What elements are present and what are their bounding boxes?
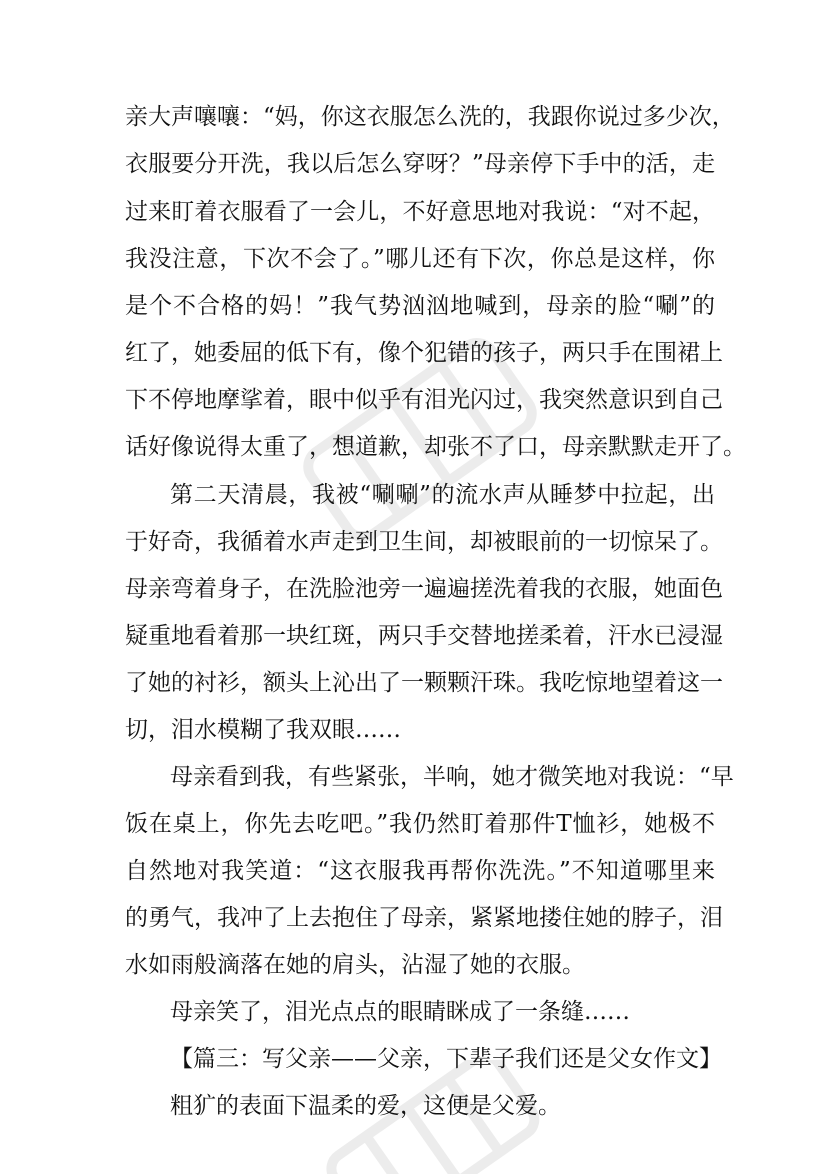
- text-line: 于好奇，我循着水声走到卫生间，却被眼前的一切惊呆了。: [125, 529, 723, 555]
- text-line: 水如雨般滴落在她的肩头，沾湿了她的衣服。: [125, 952, 585, 978]
- paragraph-first-line: 母亲笑了，泪光点点的眼睛眯成了一条缝……: [170, 999, 630, 1025]
- text-line: 切，泪水模糊了我双眼……: [125, 717, 401, 743]
- text-line: 红了，她委屈的低下有，像个犯错的孩子，两只手在围裙上: [125, 340, 723, 366]
- text-line: 我没注意，下次不会了。”哪儿还有下次，你总是这样，你: [125, 246, 715, 272]
- text-line: 母亲弯着身子，在洗脸池旁一遍遍搓洗着我的衣服，她面色: [125, 576, 723, 602]
- section-heading: 【篇三：写父亲——父亲，下辈子我们还是父女作文】: [170, 1046, 722, 1072]
- text-line: 是个不合格的妈！”我气势汹汹地喊到，母亲的脸“唰”的: [125, 293, 715, 319]
- text-line: 疑重地看着那一块红斑，两只手交替地搓柔着，汗水已浸湿: [125, 623, 723, 649]
- text-line: 饭在桌上，你先去吃吧。”我仍然盯着那件T恤衫，她极不: [125, 811, 715, 837]
- text-line: 亲大声嚷嚷：“妈，你这衣服怎么洗的，我跟你说过多少次，: [125, 104, 735, 130]
- text-line: 下不停地摩挲着，眼中似乎有泪光闪过，我突然意识到自己: [125, 387, 723, 413]
- text-line: 的勇气，我冲了上去抱住了母亲，紧紧地搂住她的脖子，泪: [125, 905, 723, 931]
- paragraph-first-line: 粗犷的表面下温柔的爱，这便是父爱。: [170, 1093, 561, 1119]
- paragraph-first-line: 第二天清晨，我被“唰唰”的流水声从睡梦中拉起，出: [170, 482, 715, 508]
- text-line: 话好像说得太重了，想道歉，却张不了口，母亲默默走开了。: [125, 434, 746, 460]
- text-line: 过来盯着衣服看了一会儿，不好意思地对我说：“对不起，: [125, 199, 715, 225]
- text-line: 衣服要分开洗，我以后怎么穿呀？”母亲停下手中的活，走: [125, 151, 715, 177]
- text-line: 自然地对我笑道：“这衣服我再帮你洗洗。”不知道哪里来: [125, 858, 715, 884]
- paragraph-first-line: 母亲看到我，有些紧张，半响，她才微笑地对我说：“早: [170, 764, 734, 790]
- text-line: 了她的衬衫，额头上沁出了一颗颗汗珠。我吃惊地望着这一: [125, 670, 723, 696]
